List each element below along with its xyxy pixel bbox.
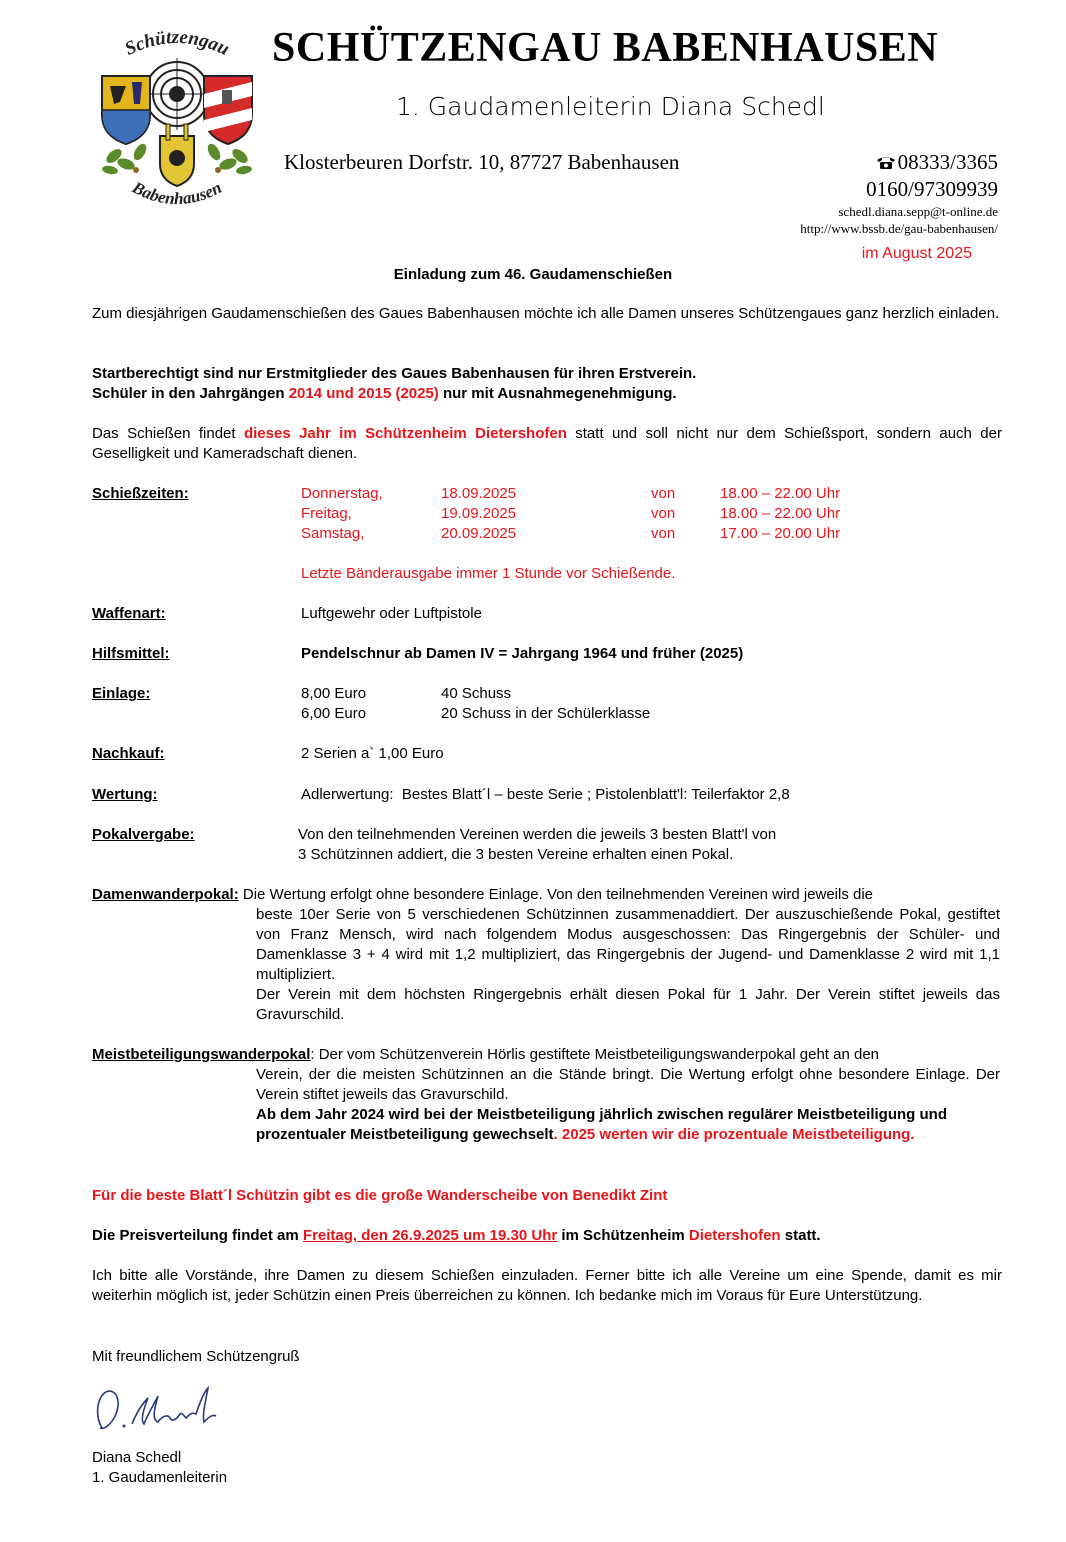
subtitle: 1. Gaudamenleiterin Diana Schedl — [396, 92, 825, 121]
handwritten-signature — [92, 1384, 232, 1436]
pokalvergabe-line-2: 3 Schützinnen addiert, die 3 besten Vereine erhalten einen Pokal. — [298, 846, 734, 863]
phone-line-1 — [876, 150, 998, 175]
signer-role: 1. Gaudamenleiterin — [92, 1469, 228, 1486]
nachkauf-label: Nachkauf: — [92, 745, 165, 762]
invitation-heading: Einladung zum 46. Gaudamenschießen — [393, 266, 673, 283]
club-emblem-logo — [92, 24, 262, 214]
nachkauf-value: 2 Serien a` 1,00 Euro — [301, 745, 444, 762]
schedule-row: Samstag, 20.09.2025 von 17.00 – 20.00 Uhr — [301, 525, 841, 542]
einlage-row: 8,00 Euro 40 Schuss — [301, 685, 512, 702]
svg-text:Schützengau — [122, 27, 233, 60]
einlage-label: Einlage: — [92, 685, 151, 702]
waffenart-label: Waffenart: — [92, 605, 166, 622]
eligibility-line-1: Startberechtigt sind nur Erstmitglieder des Gaues Babenhausen für ihren Erstverein. — [92, 365, 697, 382]
schedule-row: Freitag, 19.09.2025 von 18.00 – 22.00 Uhr — [301, 505, 841, 522]
phone-icon — [876, 155, 896, 170]
intro-paragraph: Zum diesjährigen Gaudamenschießen des Gaues Babenhausen möchte ich alle Damen unseres Schützengaues ganz herzlich einladen. — [92, 305, 1000, 322]
signer-name: Diana Schedl — [92, 1449, 182, 1466]
location-paragraph: Das Schießen findet dieses Jahr im Schützenheim Dietershofen statt und soll nicht nur dem Schießsport, sondern auch der Geselligkeit und Kameradschaft dienen. — [92, 425, 1002, 462]
waffenart-value: Luftgewehr oder Luftpistole — [301, 605, 482, 622]
location-highlight: dieses Jahr im Schützenheim Dietershofen — [243, 425, 567, 442]
schedule-note: Letzte Bänderausgabe immer 1 Stunde vor Schießende. — [301, 565, 676, 582]
preisverteilung-place: Dietershofen — [688, 1227, 781, 1244]
meistbeteiligung-label: Meistbeteiligungswanderpokal — [92, 1046, 311, 1063]
schedule-row: Donnerstag, 18.09.2025 von 18.00 – 22.00 Uhr — [301, 485, 841, 502]
wertung-label: Wertung: — [92, 786, 158, 803]
preisverteilung-line: Die Preisverteilung findet am Freitag, den 26.9.2025 um 19.30 Uhr im Schützenheim Dietershofen statt. — [92, 1227, 821, 1244]
einlage-table — [0, 684, 1066, 724]
email-address[interactable]: schedl.diana.sepp@t-online.de — [838, 204, 998, 219]
meistbeteiligung-2025: . 2025 werten wir die prozentuale Meistbeteiligung. — [553, 1126, 915, 1143]
eligibility-line-2: Schüler in den Jahrgängen 2014 und 2015 (2025) nur mit Ausnahmegenehmigung. — [92, 385, 677, 402]
wanderscheibe-line: Für die beste Blatt´l Schützin gibt es die große Wanderscheibe von Benedikt Zint — [92, 1187, 668, 1204]
closing-paragraph: Ich bitte alle Vorstände, ihre Damen zu diesem Schießen einzuladen. Ferner bitte ich alle Vereine um eine Spende, damit es mir weiterhin möglich ist, jeder Schützin einen Preis überreichen zu können. Ich bedanke mich im Voraus für Eure Unterstützung. — [92, 1267, 1002, 1304]
damenwanderpokal-label: Damenwanderpokal: — [92, 886, 239, 903]
greeting: Mit freundlichem Schützengruß — [92, 1348, 300, 1365]
meistbeteiligung-first-line: Meistbeteiligungswanderpokal: Der vom Schützenverein Hörlis gestiftete Meistbeteiligungswanderpokal geht an den — [92, 1046, 880, 1063]
letter-date: im August 2025 — [861, 245, 972, 262]
address: Klosterbeuren Dorfstr. 10, 87727 Babenhausen — [284, 150, 680, 174]
hilfsmittel-label: Hilfsmittel: — [92, 645, 170, 662]
meistbeteiligung-text: Verein, der die meisten Schützinnen an die Stände bringt. Die Wertung erfolgt ohne besondere Einlage. Der Verein stiftet jeweils das Gravurschild. — [256, 1066, 1000, 1103]
schiesszeiten-label: Schießzeiten: — [92, 485, 189, 502]
meistbeteiligung-rule: Ab dem Jahr 2024 wird bei der Meistbeteiligung jährlich zwischen regulärer Meistbeteiligung und prozentualer Meistbeteiligung gewechselt. 2025 werten wir die prozentuale Meistbeteiligung. — [256, 1106, 947, 1143]
hilfsmittel-value: Pendelschnur ab Damen IV = Jahrgang 1964 und früher (2025) — [301, 645, 744, 662]
logo-top-text: Schützengau — [121, 26, 233, 60]
preisverteilung-date: Freitag, den 26.9.2025 um 19.30 Uhr — [302, 1227, 558, 1244]
einlage-row: 6,00 Euro 20 Schuss in der Schülerklasse — [301, 705, 651, 722]
phone-number-2: 0160/97309939 — [866, 177, 998, 201]
damenwanderpokal-first-line: Damenwanderpokal: Die Wertung erfolgt ohne besondere Einlage. Von den teilnehmenden Vereinen wird jeweils die — [92, 886, 874, 903]
page-title: SCHÜTZENGAU BABENHAUSEN — [272, 25, 939, 71]
damenwanderpokal-text-2: Der Verein mit dem höchsten Ringergebnis erhält diesen Pokal für 1 Jahr. Der Verein stiftet jeweils das Gravurschild. — [256, 986, 1000, 1023]
schedule-table — [0, 484, 1066, 544]
wertung-value: Adlerwertung: Bestes Blatt´l – beste Serie ; Pistolenblatt'l: Teilerfaktor 2,8 — [301, 786, 790, 803]
pokalvergabe-label: Pokalvergabe: — [92, 826, 195, 843]
logo-bottom-text: Babenhausen — [129, 177, 225, 209]
damenwanderpokal-text: beste 10er Serie von 5 verschiedenen Schützinnen zusammenaddiert. Der auszuschießende Pokal, gestiftet von Franz Mensch, wird nach folgendem Modus ausgeschossen: Das Ringergebnis der Schüler- und Damenklasse 3 + 4 wird mit 1,2 multipliziert, das Ringergebnis der Jugend- und Damenklasse 2 wird mit 1,1 multipliziert. — [256, 906, 1000, 983]
phone-number-1: 08333/3365 — [897, 150, 998, 174]
website-link[interactable]: http://www.bssb.de/gau-babenhausen/ — [800, 221, 998, 236]
eligibility-years: 2014 und 2015 (2025) — [288, 385, 439, 402]
pokalvergabe-line-1: Von den teilnehmenden Vereinen werden die jeweils 3 besten Blatt'l von — [298, 826, 777, 843]
